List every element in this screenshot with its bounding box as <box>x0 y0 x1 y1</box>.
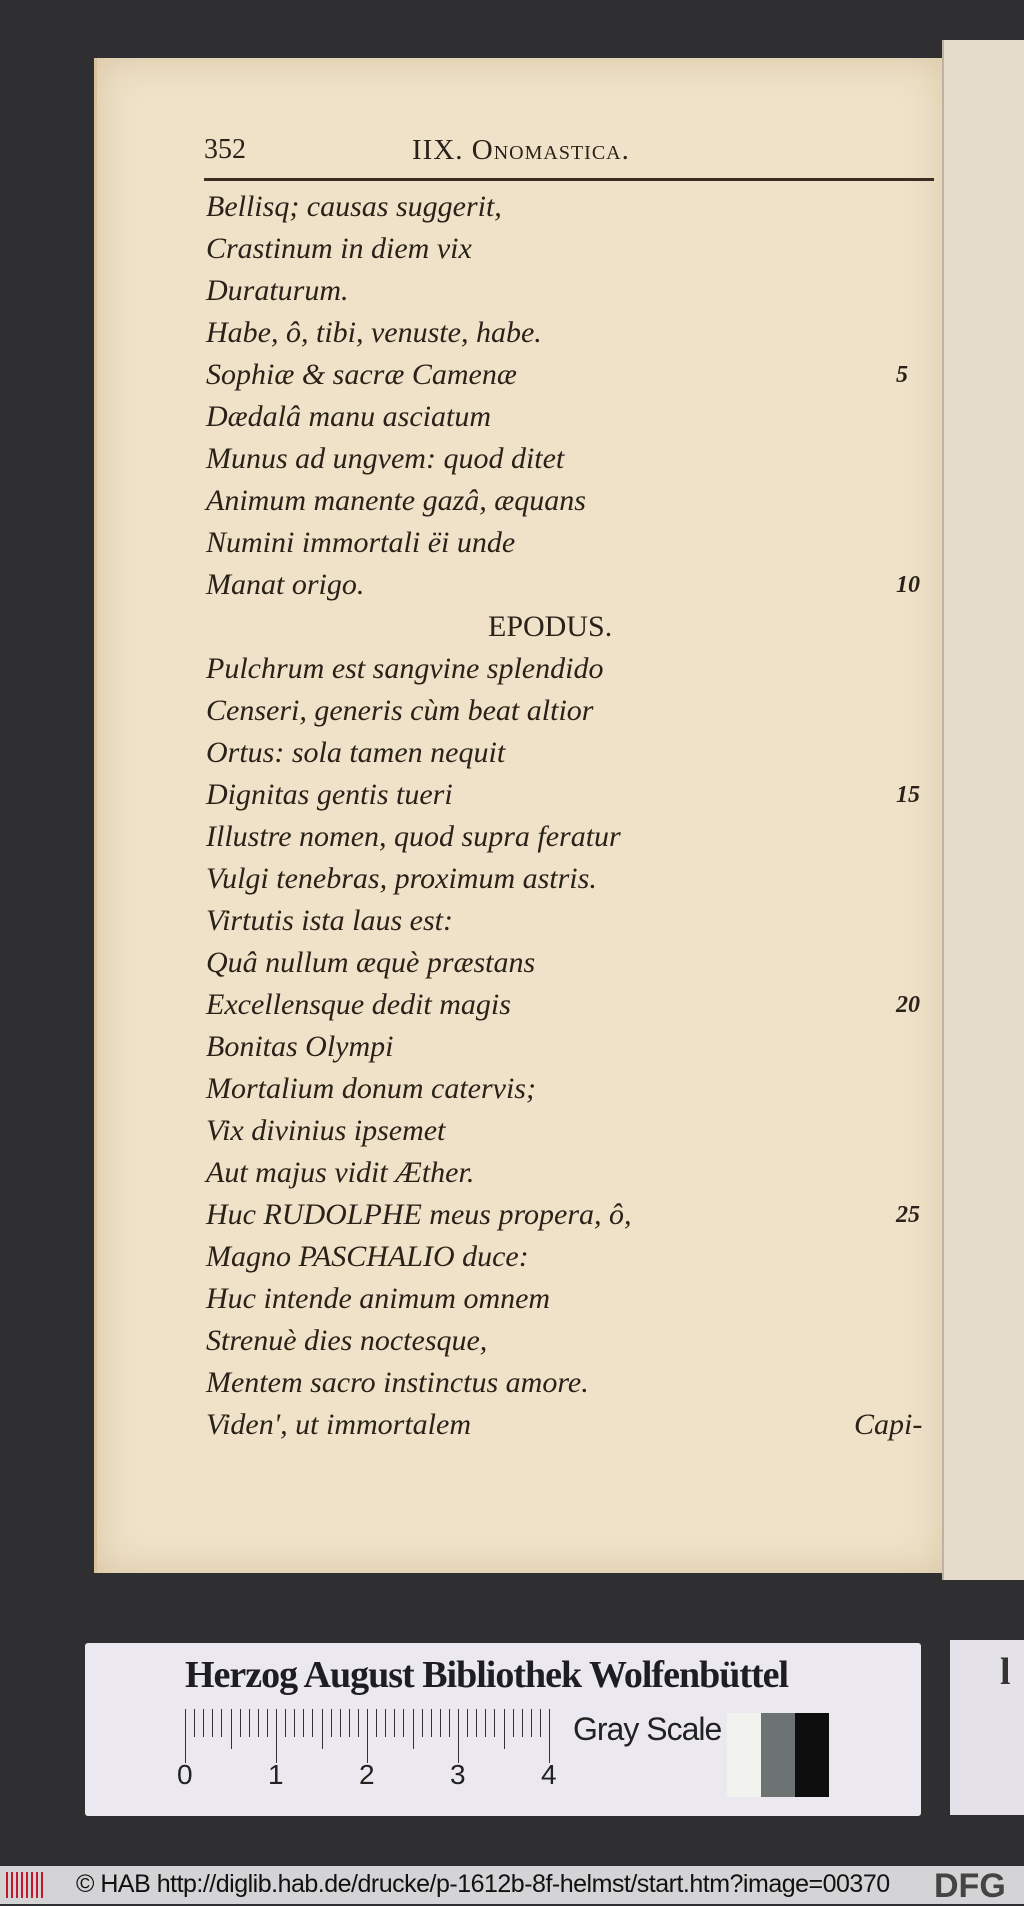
verse-line <box>206 354 946 396</box>
verse-line <box>206 396 946 438</box>
ruler-tick <box>185 1709 186 1763</box>
verse-line <box>206 1068 946 1110</box>
ruler-tick <box>458 1709 459 1763</box>
line-number: 5 <box>896 362 908 388</box>
verse-line <box>206 1278 946 1320</box>
line-number: 15 <box>896 782 920 808</box>
color-reference-card <box>85 1643 921 1816</box>
gray-swatch <box>727 1713 761 1797</box>
verse-line <box>206 1110 946 1152</box>
verse-line-text: Duraturum. <box>206 274 349 307</box>
verse-line <box>206 816 946 858</box>
verse-line <box>206 648 946 690</box>
ruler-tick <box>294 1709 295 1737</box>
running-head <box>204 134 934 174</box>
grayscale-label: Gray Scale <box>573 1711 722 1747</box>
adjacent-card-edge: l <box>950 1640 1024 1815</box>
ruler-tick <box>376 1709 377 1737</box>
ruler-tick <box>276 1709 277 1763</box>
verse-line <box>206 270 946 312</box>
ruler-tick <box>312 1709 313 1737</box>
verse-line <box>206 1404 946 1446</box>
ruler-tick <box>203 1709 204 1737</box>
ruler-label: 0 <box>177 1759 193 1790</box>
ruler-tick <box>385 1709 386 1737</box>
ruler-tick <box>231 1709 232 1749</box>
ruler-tick <box>349 1709 350 1737</box>
verse-line-text: Illustre nomen, quod supra feratur <box>206 820 621 853</box>
verse-line <box>206 774 946 816</box>
verse-text <box>206 186 946 1446</box>
ruler-tick <box>413 1709 414 1749</box>
verse-line-text: Vulgi tenebras, proximum astris. <box>206 862 597 895</box>
ruler-tick <box>367 1709 368 1763</box>
line-number: 10 <box>896 572 920 598</box>
ruler-tick <box>549 1709 550 1763</box>
ruler-tick <box>422 1709 423 1737</box>
ruler-tick <box>221 1709 222 1737</box>
ruler-tick <box>194 1709 195 1737</box>
verse-line-text: Mortalium donum catervis; <box>206 1072 536 1105</box>
ruler-tick <box>331 1709 332 1737</box>
line-number: 25 <box>896 1202 920 1228</box>
ruler-tick <box>358 1709 359 1737</box>
catchword: Capi- <box>854 1408 923 1441</box>
ruler-label: 2 <box>359 1759 375 1790</box>
verse-line-text: Viden', ut immortalem <box>206 1408 471 1441</box>
ruler-tick <box>485 1709 486 1737</box>
verse-line <box>206 858 946 900</box>
ruler-tick <box>240 1709 241 1737</box>
verse-line <box>206 690 946 732</box>
ruler-tick <box>249 1709 250 1737</box>
ruler-tick <box>403 1709 404 1737</box>
verse-line-text: Censeri, generis cùm beat altior <box>206 694 594 727</box>
verse-line-text: Habe, ô, tibi, venuste, habe. <box>206 316 542 349</box>
ruler-tick <box>449 1709 450 1737</box>
ruler-tick <box>431 1709 432 1737</box>
verse-line-text: Munus ad ungvem: quod ditet <box>206 442 565 475</box>
verse-line <box>206 1152 946 1194</box>
verse-line-text: Magno PASCHALIO duce: <box>206 1240 529 1273</box>
verse-line <box>206 942 946 984</box>
ruler-tick <box>476 1709 477 1737</box>
ruler-tick <box>540 1709 541 1737</box>
verse-line <box>206 228 946 270</box>
ruler-label: 1 <box>268 1759 284 1790</box>
ruler-tick <box>258 1709 259 1737</box>
verse-line-text: Huc RUDOLPHE meus propera, ô, <box>206 1198 632 1231</box>
ruler-tick <box>394 1709 395 1737</box>
verse-line-text: Aut majus vidit Æther. <box>206 1156 475 1189</box>
verse-line <box>206 732 946 774</box>
ruler-tick <box>494 1709 495 1737</box>
gray-swatch <box>761 1713 795 1797</box>
dfg-logo: DFG <box>934 1867 1006 1905</box>
header-rule <box>204 178 934 181</box>
copyright-url[interactable]: © HAB http://diglib.hab.de/drucke/p-1612b-8f-helmst/start.htm?image=00370 <box>76 1870 890 1898</box>
verse-line-text: Quâ nullum æquè præstans <box>206 946 536 979</box>
line-number: 20 <box>896 992 920 1018</box>
footer-bar <box>0 1866 1024 1904</box>
verse-line <box>206 312 946 354</box>
ruler-tick <box>440 1709 441 1737</box>
section-heading <box>206 606 946 648</box>
page-number: 352 <box>204 134 246 165</box>
ruler-tick <box>522 1709 523 1737</box>
verse-line <box>206 480 946 522</box>
library-name: Herzog August Bibliothek Wolfenbüttel <box>185 1654 789 1696</box>
ruler-tick <box>322 1709 323 1749</box>
ruler-tick <box>340 1709 341 1737</box>
ruler-tick <box>285 1709 286 1737</box>
verse-line-text: Crastinum in diem vix <box>206 232 472 265</box>
verse-line-text: Excellensque dedit magis <box>206 988 511 1021</box>
running-head-title: IIX. Onomastica. <box>412 134 630 166</box>
verse-line-text: Sophiæ & sacræ Camenæ <box>206 358 517 391</box>
verse-line-text: Virtutis ista laus est: <box>206 904 453 937</box>
verse-line-text: Manat origo. <box>206 568 365 601</box>
verse-line-text: EPODUS. <box>488 610 613 643</box>
verse-line <box>206 1320 946 1362</box>
ruler-tick <box>513 1709 514 1737</box>
verse-line-text: Pulchrum est sangvine splendido <box>206 652 604 685</box>
ruler-label: 4 <box>541 1759 557 1790</box>
ruler-label: 3 <box>450 1759 466 1790</box>
ruler-tick <box>467 1709 468 1737</box>
adjacent-page-edge <box>942 40 1024 1580</box>
verse-line-text: Vix divinius ipsemet <box>206 1114 446 1147</box>
verse-line-text: Dædalâ manu asciatum <box>206 400 491 433</box>
verse-line <box>206 1362 946 1404</box>
verse-line <box>206 984 946 1026</box>
verse-line <box>206 1026 946 1068</box>
verse-line-text: Dignitas gentis tueri <box>206 778 453 811</box>
ruler-tick <box>303 1709 304 1737</box>
verse-line-text: Bellisq; causas suggerit, <box>206 190 502 223</box>
verse-line <box>206 900 946 942</box>
verse-line-text: Huc intende animum omnem <box>206 1282 551 1315</box>
verse-line <box>206 186 946 228</box>
verse-line <box>206 438 946 480</box>
verse-line <box>206 1194 946 1236</box>
verse-line <box>206 1236 946 1278</box>
verse-line <box>206 564 946 606</box>
verse-line-text: Ortus: sola tamen nequit <box>206 736 506 769</box>
gray-swatch <box>795 1713 829 1797</box>
ruler-tick <box>212 1709 213 1737</box>
ruler-scale <box>185 1709 553 1765</box>
ruler-tick <box>267 1709 268 1737</box>
verse-line-text: Bonitas Olympi <box>206 1030 394 1063</box>
verse-line-text: Numini immortali ëi unde <box>206 526 516 559</box>
hab-logo-icon <box>6 1872 46 1898</box>
ruler-tick <box>531 1709 532 1737</box>
ruler-tick <box>504 1709 505 1749</box>
verse-line <box>206 522 946 564</box>
verse-line-text: Animum manente gazâ, æquans <box>206 484 586 517</box>
verse-line-text: Mentem sacro instinctus amore. <box>206 1366 589 1399</box>
verse-line-text: Strenuè dies noctesque, <box>206 1324 488 1357</box>
